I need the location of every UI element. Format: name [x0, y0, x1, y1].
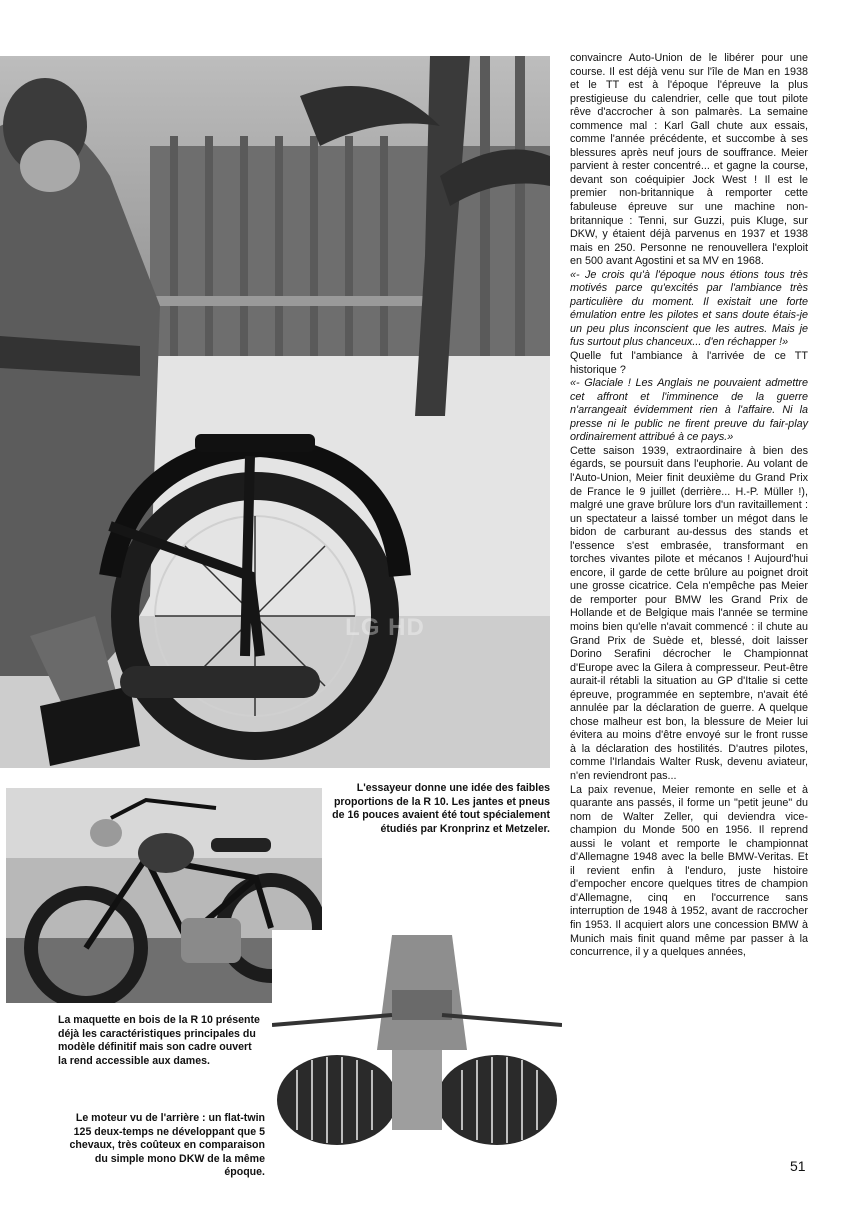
article-paragraph: convaincre Auto-Union de le libérer pour une course. Il est déjà venu sur l'île de Man en 1938 et le TT est à l'époque l'épreuve la plus prestigieuse du calendrier, celle que tout pilote rêve d'accrocher à son palmarès. La semaine commence mal : Karl Gall chute aux essais, comme l'année précédente, et succombe à ses blessures après neuf jours de souffrance. Meier parvient à rester concentré... et gagne la course, devant son coéquipier Jock West ! Il est le premier non-britannique à remporter cette fabuleuse épreuve sur une machine non-britannique : Tenni, sur Guzzi, puis Kluge, sur DKW, y étaient déjà parvenus en 1937 et 1938 mais en 250. Personne ne renouvellera l'exploit en 500 avant Agostini et sa MV en 1968.: [570, 52, 808, 268]
engine-illustration: [272, 930, 562, 1160]
article-paragraph: La paix revenue, Meier remonte en selle et à quarante ans passés, il forme un "petit jeune" du nom de Walter Zeller, qui deviendra vice-champion du Monde 500 en 1956. Il reprend aussi le volant et remporte le championnat d'Allemagne 1948 avec la belle BMW-Veritas. Et il revient enfin à l'enduro, juste histoire d'empocher encore quelques titres de champion d'Allemagne, cinq en l'occurrence sans interruption de 1948 à 1952, avant de raccrocher fin 1953. Il acquiert alors une concession BMW à Munich mais finit quand même par passer à la concurrence, il y a quelques années,: [570, 783, 808, 959]
article-paragraph: Cette saison 1939, extraordinaire à bien des égards, se poursuit dans l'euphorie. Au volant de l'Auto-Union, Meier finit deuxième du Grand Prix de France le 9 juillet (derrière... H.-P. Müller !), malgré une grave brûlure lors d'un ravitaillement : un spectateur a laissé tomber un mégot dans le bidon de carburant au-dessus des stands et l'essence s'est embrasée, transformant en torches vivantes pilote et mécanos ! Aujourd'hui encore, il garde de cette brûlure au poignet droit une grosse cicatrice. Cela n'empêche pas Meier de remporter pour BMW les Grand Prix de Hollande et de Belgique mais l'année se termine moins bien qu'elle n'avait commencé : il chute au Grand Prix de Suède et, blessé, doit laisser Dorino Serafini décrocher le Championnat d'Europe avec la Gilera à compresseur. Peut-être aurait-il rétabli la situation au GP d'Italie si cette épreuve, programmée en septembre, n'avait été annulée par la déclaration de guerre. A quelque chose malheur est bon, la blessure de Meier lui évitera au moins d'être envoyé sur le front russe à la déclaration des hostilités. D'autres pilotes, comme l'Irlandais Walter Rusk, devenu aviateur, n'en reviendront pas...: [570, 444, 808, 782]
article-column: [570, 52, 808, 960]
interview-quote: «- Glaciale ! Les Anglais ne pouvaient admettre cet affront et l'imminence de la guerre n'arrangeait évidemment rien à l'affaire. Ni la presse ni le public ne firent preuve du fair-play ordinairement attribué à ce pays.»: [570, 377, 808, 444]
rider-motorcycle-photo: [0, 56, 550, 768]
engine-caption: Le moteur vu de l'arrière : un flat-twin 125 deux-temps ne développant que 5 chevaux, très coûteux en comparaison du simple mono DKW de la même époque.: [69, 1112, 265, 1179]
wooden-model-caption: La maquette en bois de la R 10 présente déjà les caractéristiques principales du modèle définitif mais son cadre ouvert la rend accessible aux dames.: [58, 1014, 260, 1067]
interview-quote: «- Je crois qu'à l'époque nous étions tous très motivés parce qu'excités par l'ambiance très particulière du moment. Il existait une forte émulation entre les pilotes et sans doute étais-je un peu plus inconscient que les autres. Mais je fus surtout plus chanceux... d'en réchapper !»: [570, 268, 808, 349]
interview-question: Quelle fut l'ambiance à l'arrivée de ce TT historique ?: [570, 350, 808, 376]
engine-photo: [272, 930, 562, 1160]
watermark-logo: LG HD: [345, 614, 425, 641]
rider-photo-caption: L'essayeur donne une idée des faibles proportions de la R 10. Les jantes et pneus de 16 pouces avaient été tout spécialement étudiés par Kronprinz et Metzeler.: [332, 782, 550, 835]
page-number: 51: [790, 1158, 806, 1174]
rider-motorcycle-illustration: [0, 56, 550, 768]
